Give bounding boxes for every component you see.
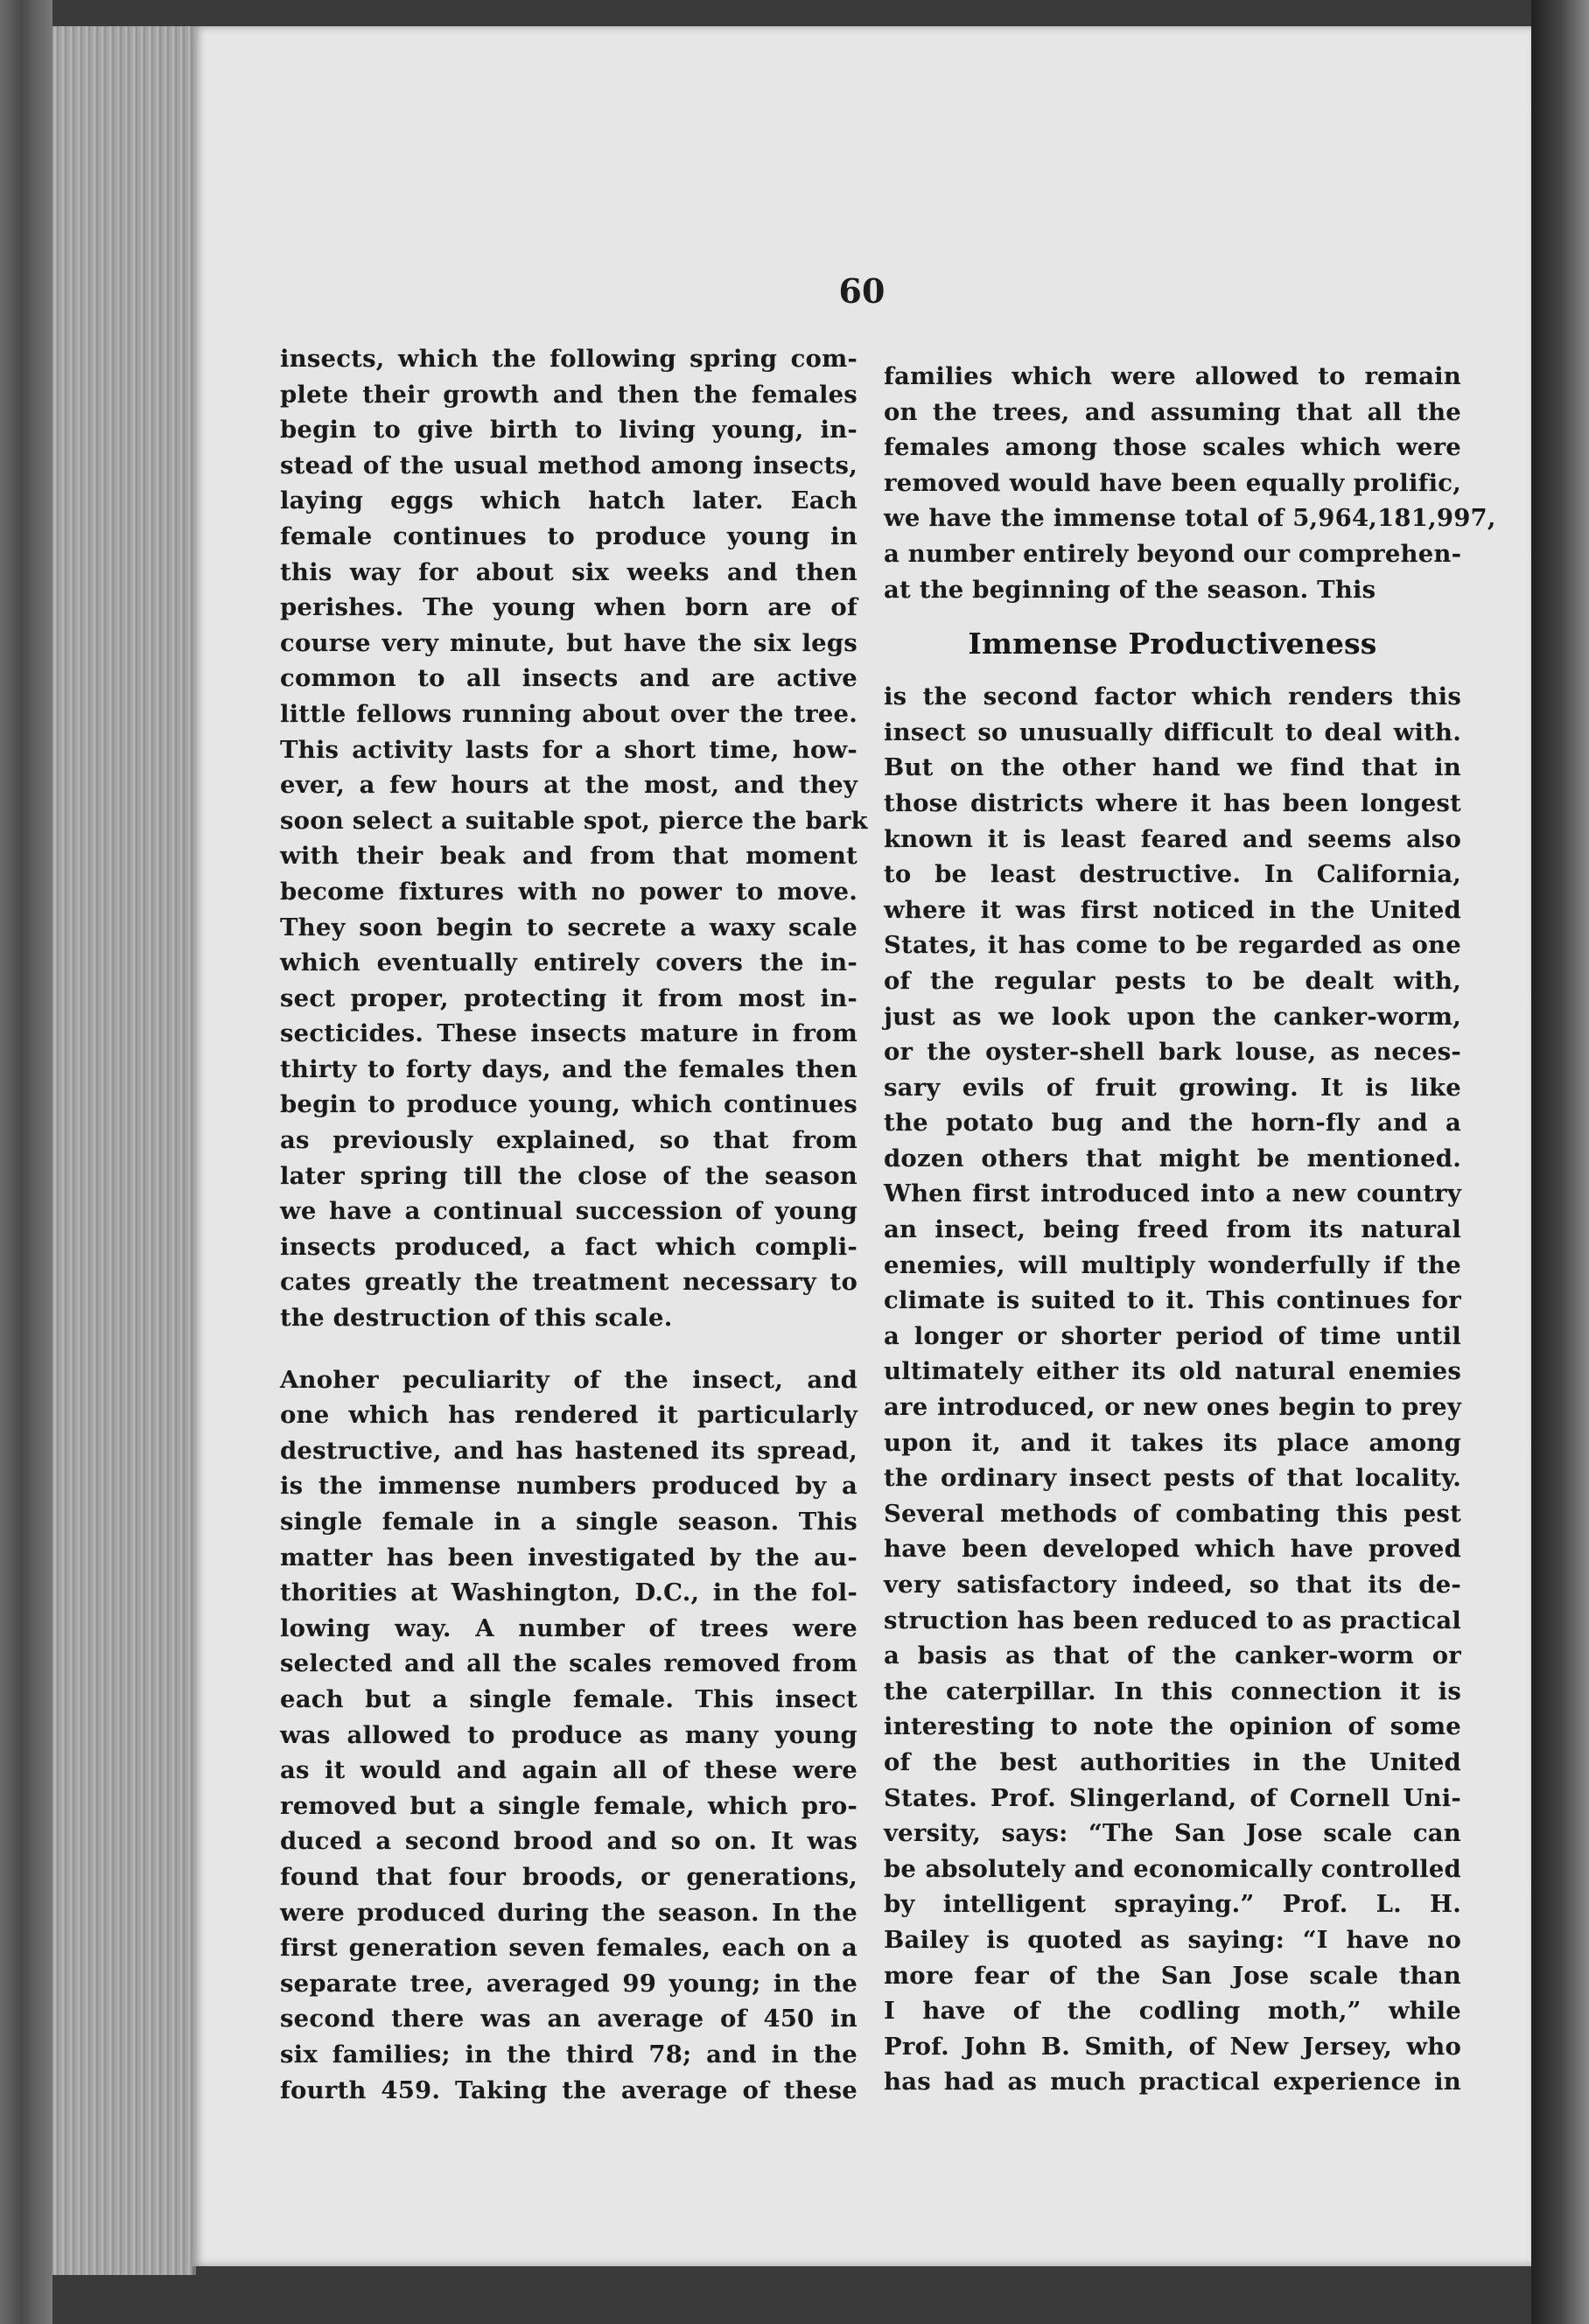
text-line: laying eggs which hatch later. Each <box>280 486 858 515</box>
text-line: insects produced, a fact which compli- <box>280 1232 858 1261</box>
text-line: interesting to note the opinion of some <box>884 1712 1461 1741</box>
text-line: were produced during the season. In the <box>280 1898 858 1927</box>
text-line: become fixtures with no power to move. <box>280 877 858 906</box>
text-line: When first introduced into a new country <box>884 1180 1461 1208</box>
page-number: 60 <box>838 271 886 311</box>
text-line: begin to give birth to living young, in- <box>280 416 858 444</box>
text-line: ultimately either its old natural enemies <box>884 1357 1461 1386</box>
text-line: common to all insects and are active <box>280 664 858 693</box>
text-line: They soon begin to secrete a waxy scale <box>280 913 858 942</box>
text-line: But on the other hand we find that in <box>884 753 1461 782</box>
text-line: ever, a few hours at the most, and they <box>280 771 858 800</box>
text-line: cates greatly the treatment necessary to <box>280 1268 858 1297</box>
text-line: destructive, and has hastened its spread, <box>280 1436 858 1465</box>
text-line: upon it, and it takes its place among <box>884 1428 1461 1457</box>
scan-right-margin <box>1531 0 1589 2324</box>
text-line: selected and all the scales removed from <box>280 1649 858 1678</box>
text-line: very satisfactory indeed, so that its de- <box>884 1571 1461 1599</box>
text-line: course very minute, but have the six legs <box>280 628 858 657</box>
text-line: matter has been investigated by the au- <box>280 1543 858 1572</box>
text-line: single female in a single season. This <box>280 1508 858 1536</box>
text-line: begin to produce young, which continues <box>280 1090 858 1119</box>
text-line: six families; in the third 78; and in the <box>280 2040 858 2068</box>
text-line: dozen others that might be mentioned. <box>884 1144 1461 1172</box>
text-line: versity, says: “The San Jose scale can <box>884 1819 1461 1848</box>
text-line: sect proper, protecting it from most in- <box>280 984 858 1012</box>
paragraph-2 <box>280 1362 858 2108</box>
text-line: States, it has come to be regarded as one <box>884 931 1461 960</box>
text-line: those districts where it has been longest <box>884 788 1461 817</box>
text-line: on the trees, and assuming that all the <box>884 397 1461 426</box>
left-column <box>280 341 868 2108</box>
text-line: a longer or shorter period of time until <box>884 1321 1461 1350</box>
text-line: thirty to forty days, and the females then <box>280 1054 858 1083</box>
text-line: a number entirely beyond our comprehen- <box>884 539 1462 568</box>
text-line: was allowed to produce as many young <box>280 1720 858 1749</box>
text-line: removed would have been equally prolific, <box>884 468 1461 497</box>
text-line: more fear of the San Jose scale than <box>884 1961 1461 1990</box>
text-line: are introduced, or new ones begin to prey <box>884 1393 1461 1422</box>
text-line: Anoher peculiarity of the insect, and <box>280 1365 858 1394</box>
text-line: thorities at Washington, D.C., in the fol- <box>280 1578 858 1607</box>
text-line: of the regular pests to be dealt with, <box>884 966 1461 995</box>
text-line: fourth 459. Taking the average of these <box>280 2076 858 2104</box>
text-line: as it would and again all of these were <box>280 1756 858 1785</box>
text-line: at the beginning of the season. This <box>884 575 1376 604</box>
paragraph-gap <box>280 1336 858 1362</box>
text-line: just as we look upon the canker-worm, <box>884 1002 1461 1031</box>
right-column <box>884 359 1496 2100</box>
section-heading: Immense Productiveness <box>968 626 1377 662</box>
text-line: This activity lasts for a short time, how- <box>280 735 858 764</box>
text-line: or the oyster-shell bark louse, as neces- <box>884 1038 1461 1067</box>
text-line: female continues to produce young in <box>280 522 858 550</box>
text-line: States. Prof. Slingerland, of Cornell Uni- <box>884 1783 1461 1812</box>
text-line: lowing way. A number of trees were <box>280 1614 858 1642</box>
text-line: the caterpillar. In this connection it is <box>884 1676 1461 1705</box>
text-line: one which has rendered it particularly <box>280 1401 858 1430</box>
text-line: have been developed which have proved <box>884 1535 1461 1564</box>
text-line: sary evils of fruit growing. It is like <box>884 1073 1461 1102</box>
text-line: as previously explained, so that from <box>280 1126 858 1155</box>
text-line: climate is suited to it. This continues for <box>884 1286 1461 1315</box>
text-line: known it is least feared and seems also <box>884 824 1461 853</box>
text-line: with their beak and from that moment <box>280 842 858 871</box>
text-line: duced a second brood and so on. It was <box>280 1827 858 1856</box>
paragraph-continued <box>884 359 1496 607</box>
text-line: enemies, will multiply wonderfully if the <box>884 1250 1461 1279</box>
text-line: secticides. These insects mature in from <box>280 1019 858 1048</box>
paragraph-after-heading <box>884 679 1461 2100</box>
text-line: to be least destructive. In California, <box>884 860 1461 889</box>
text-line: is the second factor which renders this <box>884 682 1461 711</box>
text-line: the potato bug and the horn-fly and a <box>884 1109 1461 1138</box>
text-line: I have of the codling moth,” while <box>884 1997 1461 2026</box>
text-line: each but a single female. This insect <box>280 1684 858 1713</box>
page-stack-edge <box>52 26 196 2275</box>
text-line: females among those scales which were <box>884 433 1461 462</box>
text-line: second there was an average of 450 in <box>280 2005 858 2034</box>
text-line: we have the immense total of 5,964,181,997, <box>884 504 1496 533</box>
scan-left-margin <box>0 0 52 2324</box>
book-page <box>192 26 1531 2266</box>
text-line: little fellows running about over the tree. <box>280 699 858 728</box>
text-line: the ordinary insect pests of that locality. <box>884 1464 1461 1493</box>
text-line: be absolutely and economically controlled <box>884 1854 1461 1883</box>
paragraph-1 <box>280 341 868 1336</box>
text-line: the destruction of this scale. <box>280 1304 673 1333</box>
text-line: we have a continual succession of young <box>280 1197 858 1226</box>
text-line: separate tree, averaged 99 young; in the <box>280 1969 858 1998</box>
text-line: Bailey is quoted as saying: “I have no <box>884 1925 1461 1954</box>
text-line: removed but a single female, which pro- <box>280 1791 858 1820</box>
text-line: Prof. John B. Smith, of New Jersey, who <box>884 2032 1461 2061</box>
text-line: this way for about six weeks and then <box>280 557 858 586</box>
text-line: stead of the usual method among insects, <box>280 451 858 480</box>
text-line: later spring till the close of the season <box>280 1161 858 1190</box>
text-line: of the best authorities in the United <box>884 1747 1461 1776</box>
text-line: Several methods of combating this pest <box>884 1499 1461 1528</box>
text-line: which eventually entirely covers the in- <box>280 948 858 977</box>
text-line: soon select a suitable spot, pierce the bark <box>280 806 868 835</box>
text-line: families which were allowed to remain <box>884 362 1461 390</box>
text-line: has had as much practical experience in <box>884 2068 1461 2096</box>
text-line: is the immense numbers produced by a <box>280 1472 858 1501</box>
text-line: plete their growth and then the females <box>280 380 858 409</box>
text-line: an insect, being freed from its natural <box>884 1215 1461 1244</box>
text-line: a basis as that of the canker-worm or <box>884 1642 1461 1670</box>
text-line: struction has been reduced to as practical <box>884 1606 1461 1634</box>
text-line: where it was first noticed in the United <box>884 895 1461 924</box>
text-line: by intelligent spraying.” Prof. L. H. <box>884 1890 1461 1919</box>
text-line: first generation seven females, each on a <box>280 1934 858 1963</box>
text-line: insects, which the following spring com- <box>280 345 858 373</box>
text-line: insect so unusually difficult to deal with. <box>884 718 1461 746</box>
text-line: found that four broods, or generations, <box>280 1862 858 1891</box>
text-line: perishes. The young when born are of <box>280 593 858 622</box>
